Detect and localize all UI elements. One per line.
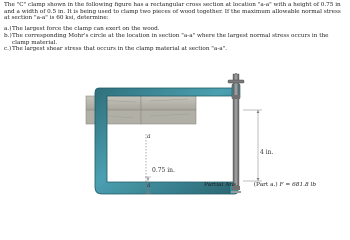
wood-top-left — [86, 96, 141, 110]
section-label-bottom: a — [147, 182, 151, 189]
wood-bottom-right — [141, 110, 196, 124]
task-marker-a: a.) — [4, 26, 12, 33]
section-label-top: a — [147, 133, 151, 140]
part-a-label: (Part a.) — [253, 182, 278, 188]
task-marker-c: c.) — [4, 46, 12, 53]
task-marker-b: b.) — [4, 32, 12, 39]
dimension-label-075in: 0.75 in. — [152, 167, 175, 174]
wood-top-right — [141, 96, 196, 110]
task-text-a: The largest force the clamp can exert on the wood. — [12, 26, 160, 33]
partial-answer-label: Partial Ans. — [204, 182, 238, 188]
part-a-value: F = 681.8 lb — [279, 182, 317, 188]
dimension-4in — [243, 110, 262, 181]
wood-bottom-left — [86, 110, 141, 124]
task-text-b: The corresponding Mohr's circle at the location in section "a-a" where the largest normal stress occurs in the clamp material. — [12, 32, 329, 46]
answer-row — [204, 182, 316, 189]
problem-intro: The "C" clamp shown in the following figure has a rectangular cross section at location "a-a" with a height of 0.75 in and a width of 0.5 in. It is being used to clamp two pieces of wood together. If the maximum allowable normal stress at section "a-a" is 60 ksi, determine: — [4, 2, 341, 22]
dimension-label-4in: 4 in. — [260, 149, 274, 156]
task-text-c: The largest shear stress that occurs in the clamp material at section "a-a". — [12, 46, 228, 53]
screw-shaft — [233, 74, 239, 187]
screw-handle — [228, 80, 244, 83]
